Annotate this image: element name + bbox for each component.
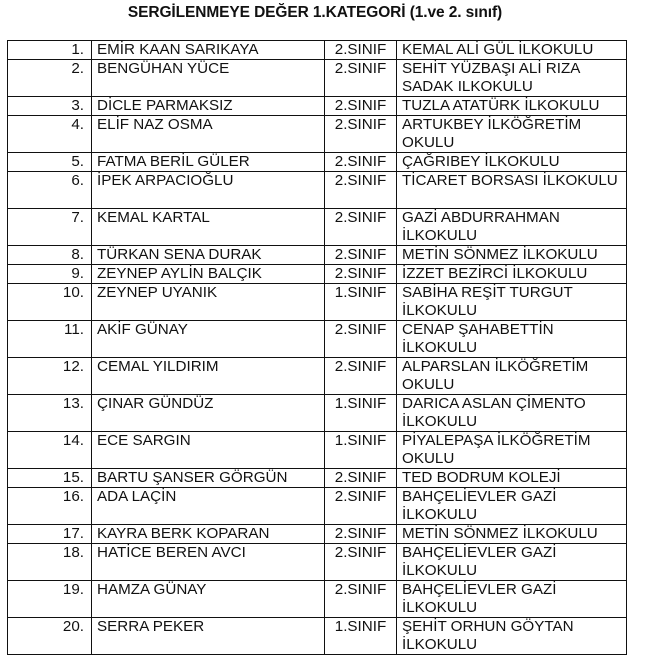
table-row xyxy=(8,618,627,655)
school-name-cell: METİN SÖNMEZ İLKOKULU xyxy=(397,246,627,265)
student-name-cell: ZEYNEP AYLİN BALÇIK xyxy=(92,265,325,284)
row-number-cell: 9. xyxy=(8,265,92,284)
school-name-cell: BAHÇELİEVLER GAZİ İLKOKULU xyxy=(397,544,627,581)
school-name-cell: METİN SÖNMEZ İLKOKULU xyxy=(397,525,627,544)
school-name-cell: DARICA ASLAN ÇİMENTO İLKOKULU xyxy=(397,395,627,432)
student-name-cell: KEMAL KARTAL xyxy=(92,209,325,246)
table-row xyxy=(8,544,627,581)
student-name-cell: CEMAL YILDIRIM xyxy=(92,358,325,395)
row-number-cell: 10. xyxy=(8,284,92,321)
table-row xyxy=(8,358,627,395)
row-number-cell: 1. xyxy=(8,41,92,60)
student-name-cell: ELİF NAZ OSMA xyxy=(92,116,325,153)
row-number-cell: 19. xyxy=(8,581,92,618)
student-name-cell: HAMZA GÜNAY xyxy=(92,581,325,618)
row-number-cell: 20. xyxy=(8,618,92,655)
class-level-cell: 2.SINIF xyxy=(325,172,397,209)
table-row xyxy=(8,488,627,525)
class-level-cell: 2.SINIF xyxy=(325,469,397,488)
student-name-cell: EMİR KAAN SARIKAYA xyxy=(92,41,325,60)
student-name-cell: TÜRKAN SENA DURAK xyxy=(92,246,325,265)
school-name-cell: TUZLA ATATÜRK İLKOKULU xyxy=(397,97,627,116)
student-list-body xyxy=(8,41,627,655)
school-name-cell: İZZET BEZİRCİ İLKOKULU xyxy=(397,265,627,284)
student-name-cell: İPEK ARPACIOĞLU xyxy=(92,172,325,209)
school-name-cell: TİCARET BORSASI İLKOKULU xyxy=(397,172,627,209)
student-name-cell: ECE SARGIN xyxy=(92,432,325,469)
school-name-cell: ÇAĞRIBEY İLKOKULU xyxy=(397,153,627,172)
school-name-cell: ŞEHİT ORHUN GÖYTAN İLKOKULU xyxy=(397,618,627,655)
row-number-cell: 7. xyxy=(8,209,92,246)
table-row xyxy=(8,525,627,544)
row-number-cell: 3. xyxy=(8,97,92,116)
class-level-cell: 2.SINIF xyxy=(325,581,397,618)
school-name-cell: CENAP ŞAHABETTİN İLKOKULU xyxy=(397,321,627,358)
row-number-cell: 17. xyxy=(8,525,92,544)
student-name-cell: SERRA PEKER xyxy=(92,618,325,655)
student-name-cell: HATİCE BEREN AVCI xyxy=(92,544,325,581)
table-row xyxy=(8,153,627,172)
row-number-cell: 13. xyxy=(8,395,92,432)
student-name-cell: ZEYNEP UYANIK xyxy=(92,284,325,321)
school-name-cell: PİYALEPAŞA İLKÖĞRETİM OKULU xyxy=(397,432,627,469)
class-level-cell: 1.SINIF xyxy=(325,284,397,321)
class-level-cell: 2.SINIF xyxy=(325,209,397,246)
table-row xyxy=(8,246,627,265)
student-name-cell: BARTU ŞANSER GÖRGÜN xyxy=(92,469,325,488)
class-level-cell: 2.SINIF xyxy=(325,116,397,153)
student-name-cell: FATMA BERİL GÜLER xyxy=(92,153,325,172)
class-level-cell: 2.SINIF xyxy=(325,265,397,284)
document-title-text: SERGİLENMEYE DEĞER 1.KATEGORİ (1.ve 2. sınıf) xyxy=(127,4,503,21)
table-row xyxy=(8,395,627,432)
row-number-cell: 18. xyxy=(8,544,92,581)
row-number-cell: 11. xyxy=(8,321,92,358)
row-number-cell: 14. xyxy=(8,432,92,469)
class-level-cell: 2.SINIF xyxy=(325,41,397,60)
class-level-cell: 2.SINIF xyxy=(325,488,397,525)
school-name-cell: TED BODRUM KOLEJİ xyxy=(397,469,627,488)
student-name-cell: BENGÜHAN YÜCE xyxy=(92,60,325,97)
row-number-cell: 12. xyxy=(8,358,92,395)
school-name-cell: BAHÇELİEVLER GAZİ İLKOKULU xyxy=(397,488,627,525)
student-name-cell: DİCLE PARMAKSIZ xyxy=(92,97,325,116)
class-level-cell: 1.SINIF xyxy=(325,432,397,469)
row-number-cell: 4. xyxy=(8,116,92,153)
row-number-cell: 15. xyxy=(8,469,92,488)
school-name-cell: KEMAL ALİ GÜL İLKOKULU xyxy=(397,41,627,60)
table-row xyxy=(8,284,627,321)
class-level-cell: 2.SINIF xyxy=(325,321,397,358)
table-row xyxy=(8,209,627,246)
row-number-cell: 2. xyxy=(8,60,92,97)
class-level-cell: 1.SINIF xyxy=(325,618,397,655)
school-name-cell: SABİHA REŞİT TURGUT İLKOKULU xyxy=(397,284,627,321)
school-name-cell: GAZİ ABDURRAHMAN İLKOKULU xyxy=(397,209,627,246)
table-row xyxy=(8,41,627,60)
school-name-cell: ALPARSLAN İLKÖĞRETİM OKULU xyxy=(397,358,627,395)
table-row xyxy=(8,60,627,97)
class-level-cell: 2.SINIF xyxy=(325,246,397,265)
student-name-cell: ADA LAÇİN xyxy=(92,488,325,525)
table-row xyxy=(8,116,627,153)
class-level-cell: 2.SINIF xyxy=(325,153,397,172)
table-row xyxy=(8,321,627,358)
row-number-cell: 8. xyxy=(8,246,92,265)
school-name-cell: SEHİT YÜZBAŞI ALİ RIZA SADAK ILKOKULU xyxy=(397,60,627,97)
class-level-cell: 1.SINIF xyxy=(325,395,397,432)
school-name-cell: BAHÇELİEVLER GAZİ İLKOKULU xyxy=(397,581,627,618)
class-level-cell: 2.SINIF xyxy=(325,60,397,97)
student-name-cell: KAYRA BERK KOPARAN xyxy=(92,525,325,544)
row-number-cell: 6. xyxy=(8,172,92,209)
class-level-cell: 2.SINIF xyxy=(325,97,397,116)
document-title xyxy=(0,4,670,22)
table-row xyxy=(8,581,627,618)
table-row xyxy=(8,432,627,469)
table-row xyxy=(8,172,627,209)
row-number-cell: 16. xyxy=(8,488,92,525)
student-list-table xyxy=(7,40,627,655)
row-number-cell: 5. xyxy=(8,153,92,172)
school-name-cell: ARTUKBEY İLKÖĞRETİM OKULU xyxy=(397,116,627,153)
class-level-cell: 2.SINIF xyxy=(325,358,397,395)
student-name-cell: AKİF GÜNAY xyxy=(92,321,325,358)
student-name-cell: ÇINAR GÜNDÜZ xyxy=(92,395,325,432)
class-level-cell: 2.SINIF xyxy=(325,544,397,581)
table-row xyxy=(8,97,627,116)
class-level-cell: 2.SINIF xyxy=(325,525,397,544)
table-row xyxy=(8,469,627,488)
table-row xyxy=(8,265,627,284)
